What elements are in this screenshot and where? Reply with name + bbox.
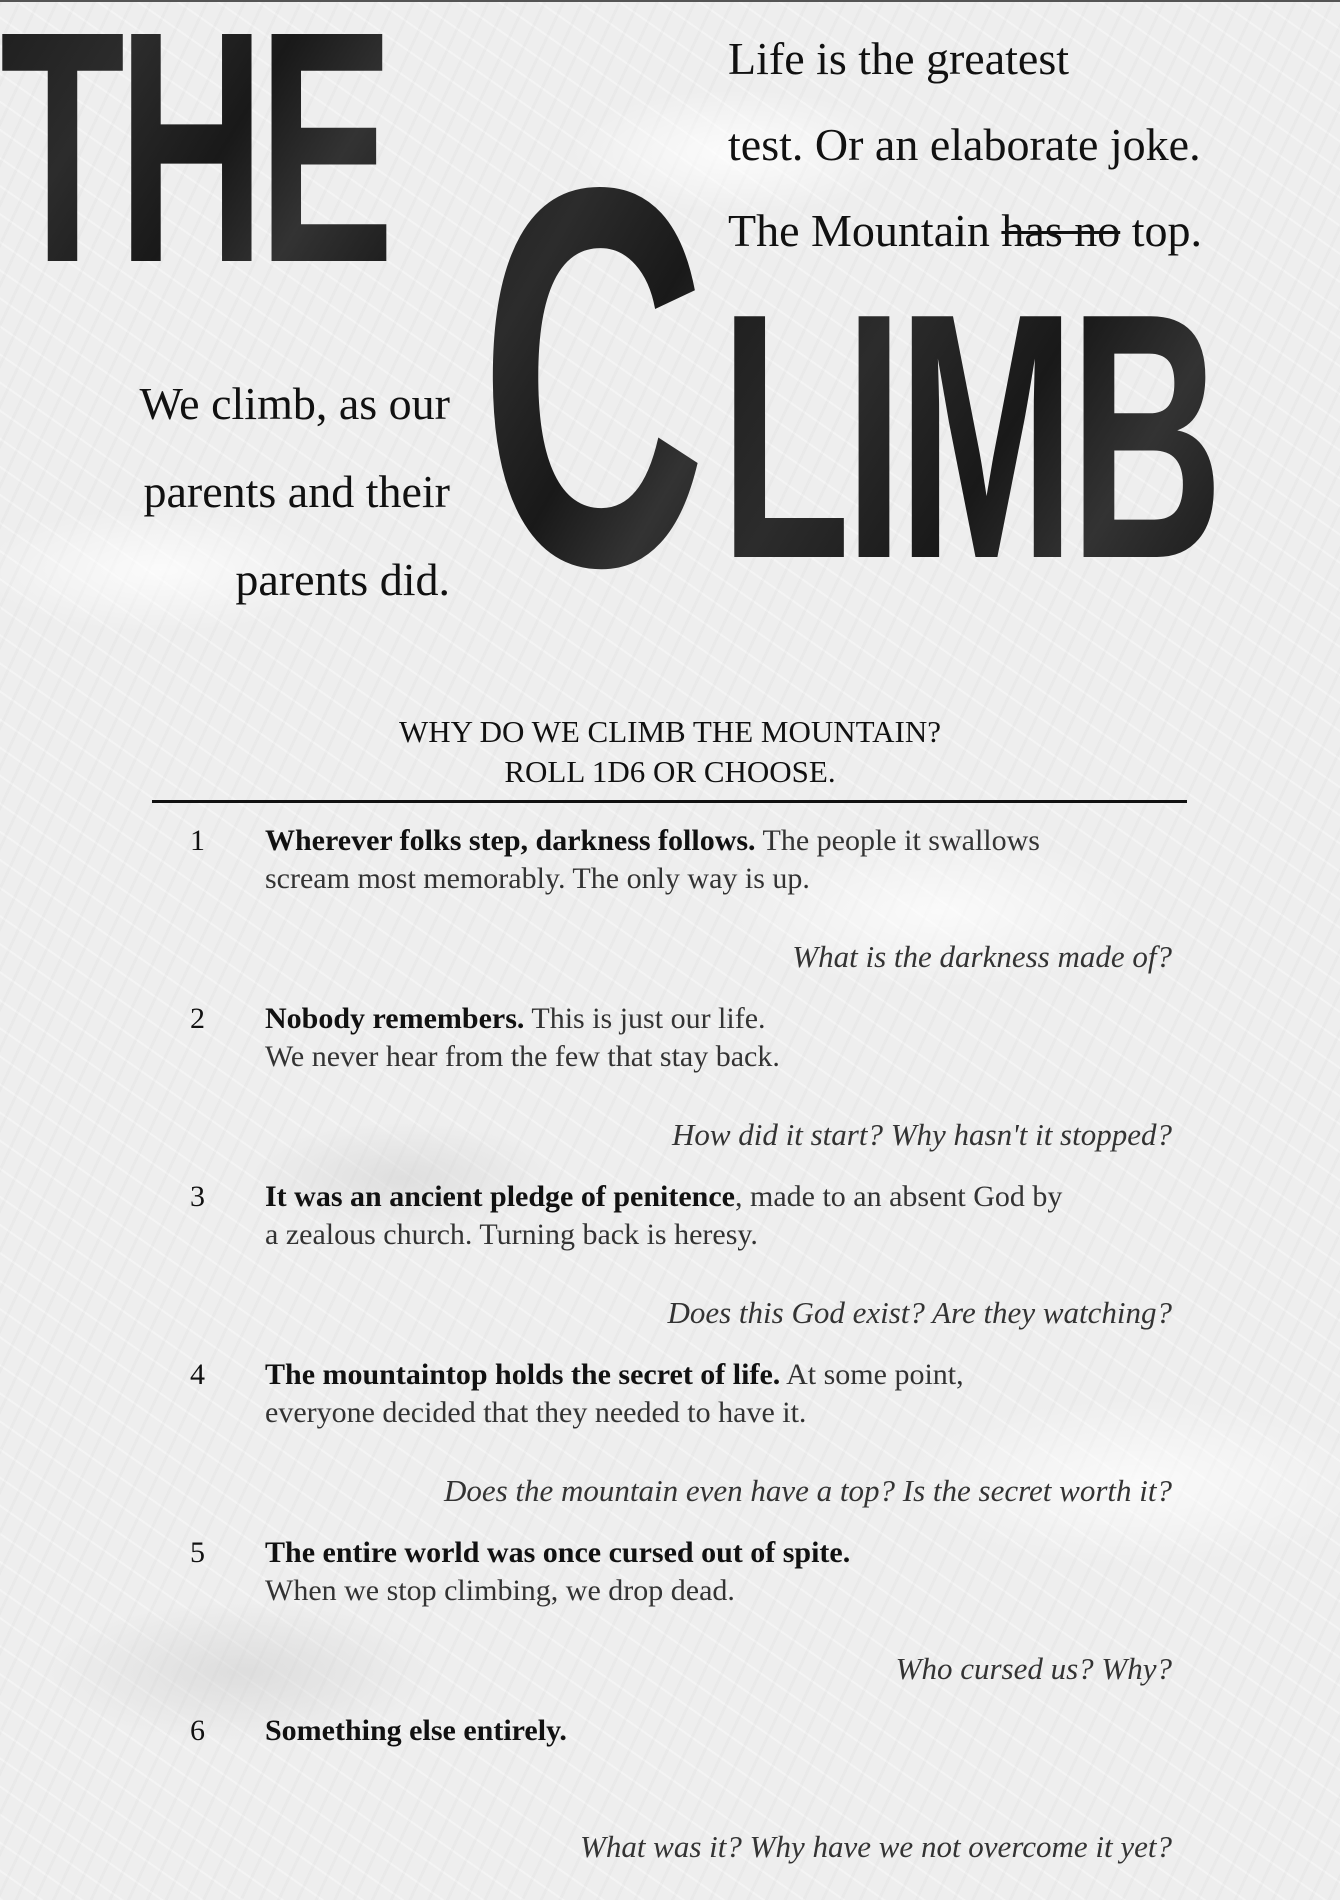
entry-question: What is the darkness made of? xyxy=(792,939,1172,974)
entry-question: Does the mountain even have a top? Is the secret worth it? xyxy=(443,1473,1172,1508)
entry-number: 2 xyxy=(190,1002,205,1035)
subtitle-line-3: parents did. xyxy=(235,554,450,605)
entry-text-rest: This is just our life. xyxy=(524,1002,766,1035)
entry-text-rest: , made to an absent God by xyxy=(734,1180,1063,1213)
roll-table-entry-4 xyxy=(150,1356,1172,1534)
tagline-line-3-end: top. xyxy=(1131,205,1203,256)
entry-text xyxy=(265,1178,1165,1254)
entry-bold-lead: It was an ancient pledge of penitence xyxy=(265,1180,735,1213)
entry-text xyxy=(265,1356,1165,1432)
entry-text-rest: The people it swallows xyxy=(755,824,1040,857)
entry-question: Who cursed us? Why? xyxy=(895,1651,1172,1686)
tagline-struck-text: has no xyxy=(1001,205,1121,256)
entry-number: 6 xyxy=(190,1714,205,1747)
entry-text xyxy=(265,822,1165,898)
title-c: C xyxy=(480,76,701,679)
heading-divider xyxy=(152,800,1187,803)
subtitle-line-2: parents and their xyxy=(143,466,450,517)
roll-table-entries xyxy=(150,822,1172,1890)
roll-table-entry-6 xyxy=(150,1712,1172,1890)
entry-bold-lead: Wherever folks step, darkness follows. xyxy=(265,824,756,857)
entry-number: 1 xyxy=(190,824,205,857)
entry-question: Does this God exist? Are they watching? xyxy=(667,1295,1172,1330)
title-the: THE xyxy=(0,0,387,312)
roll-table-entry-1 xyxy=(150,822,1172,1000)
entry-bold-lead: The mountaintop holds the secret of life. xyxy=(265,1358,781,1391)
entry-text-rest: At some point, xyxy=(780,1358,964,1391)
tagline-line-1: Life is the greatest xyxy=(728,33,1070,84)
entry-text-line-2: everyone decided that they needed to have it. xyxy=(265,1396,807,1429)
roll-table-entry-5 xyxy=(150,1534,1172,1712)
title-limb: LIMB xyxy=(720,241,1218,632)
roll-table-heading xyxy=(150,712,1190,792)
entry-number: 4 xyxy=(190,1358,205,1391)
entry-number: 3 xyxy=(190,1180,205,1213)
entry-text-line-2: a zealous church. Turning back is heresy. xyxy=(265,1218,758,1251)
roll-table-heading-line-2: ROLL 1D6 OR CHOOSE. xyxy=(504,754,836,789)
entry-number: 5 xyxy=(190,1536,205,1569)
roll-table-entry-3 xyxy=(150,1178,1172,1356)
entry-text-line-2: scream most memorably. The only way is up. xyxy=(265,862,810,895)
entry-text xyxy=(265,1000,1165,1076)
entry-bold-lead: Nobody remembers. xyxy=(265,1002,525,1035)
entry-bold-lead: The entire world was once cursed out of spite. xyxy=(265,1536,851,1569)
entry-text-line-2: We never hear from the few that stay back. xyxy=(265,1040,780,1073)
entry-question: How did it start? Why hasn't it stopped? xyxy=(671,1117,1172,1152)
entry-text xyxy=(265,1712,1165,1750)
tagline-line-3 xyxy=(728,188,1202,274)
subtitle-line-1: We climb, as our xyxy=(139,378,450,429)
subtitle xyxy=(60,360,450,624)
entry-text xyxy=(265,1534,1165,1610)
roll-table-heading-line-1: WHY DO WE CLIMB THE MOUNTAIN? xyxy=(399,714,941,749)
tagline-line-3-start: The Mountain xyxy=(728,205,990,256)
tagline-line-2: test. Or an elaborate joke. xyxy=(728,119,1201,170)
entry-text-line-2: When we stop climbing, we drop dead. xyxy=(265,1574,735,1607)
entry-bold-lead: Something else entirely. xyxy=(265,1714,567,1747)
entry-question: What was it? Why have we not overcome it yet? xyxy=(580,1829,1172,1864)
roll-table-entry-2 xyxy=(150,1000,1172,1178)
tagline xyxy=(728,16,1202,274)
